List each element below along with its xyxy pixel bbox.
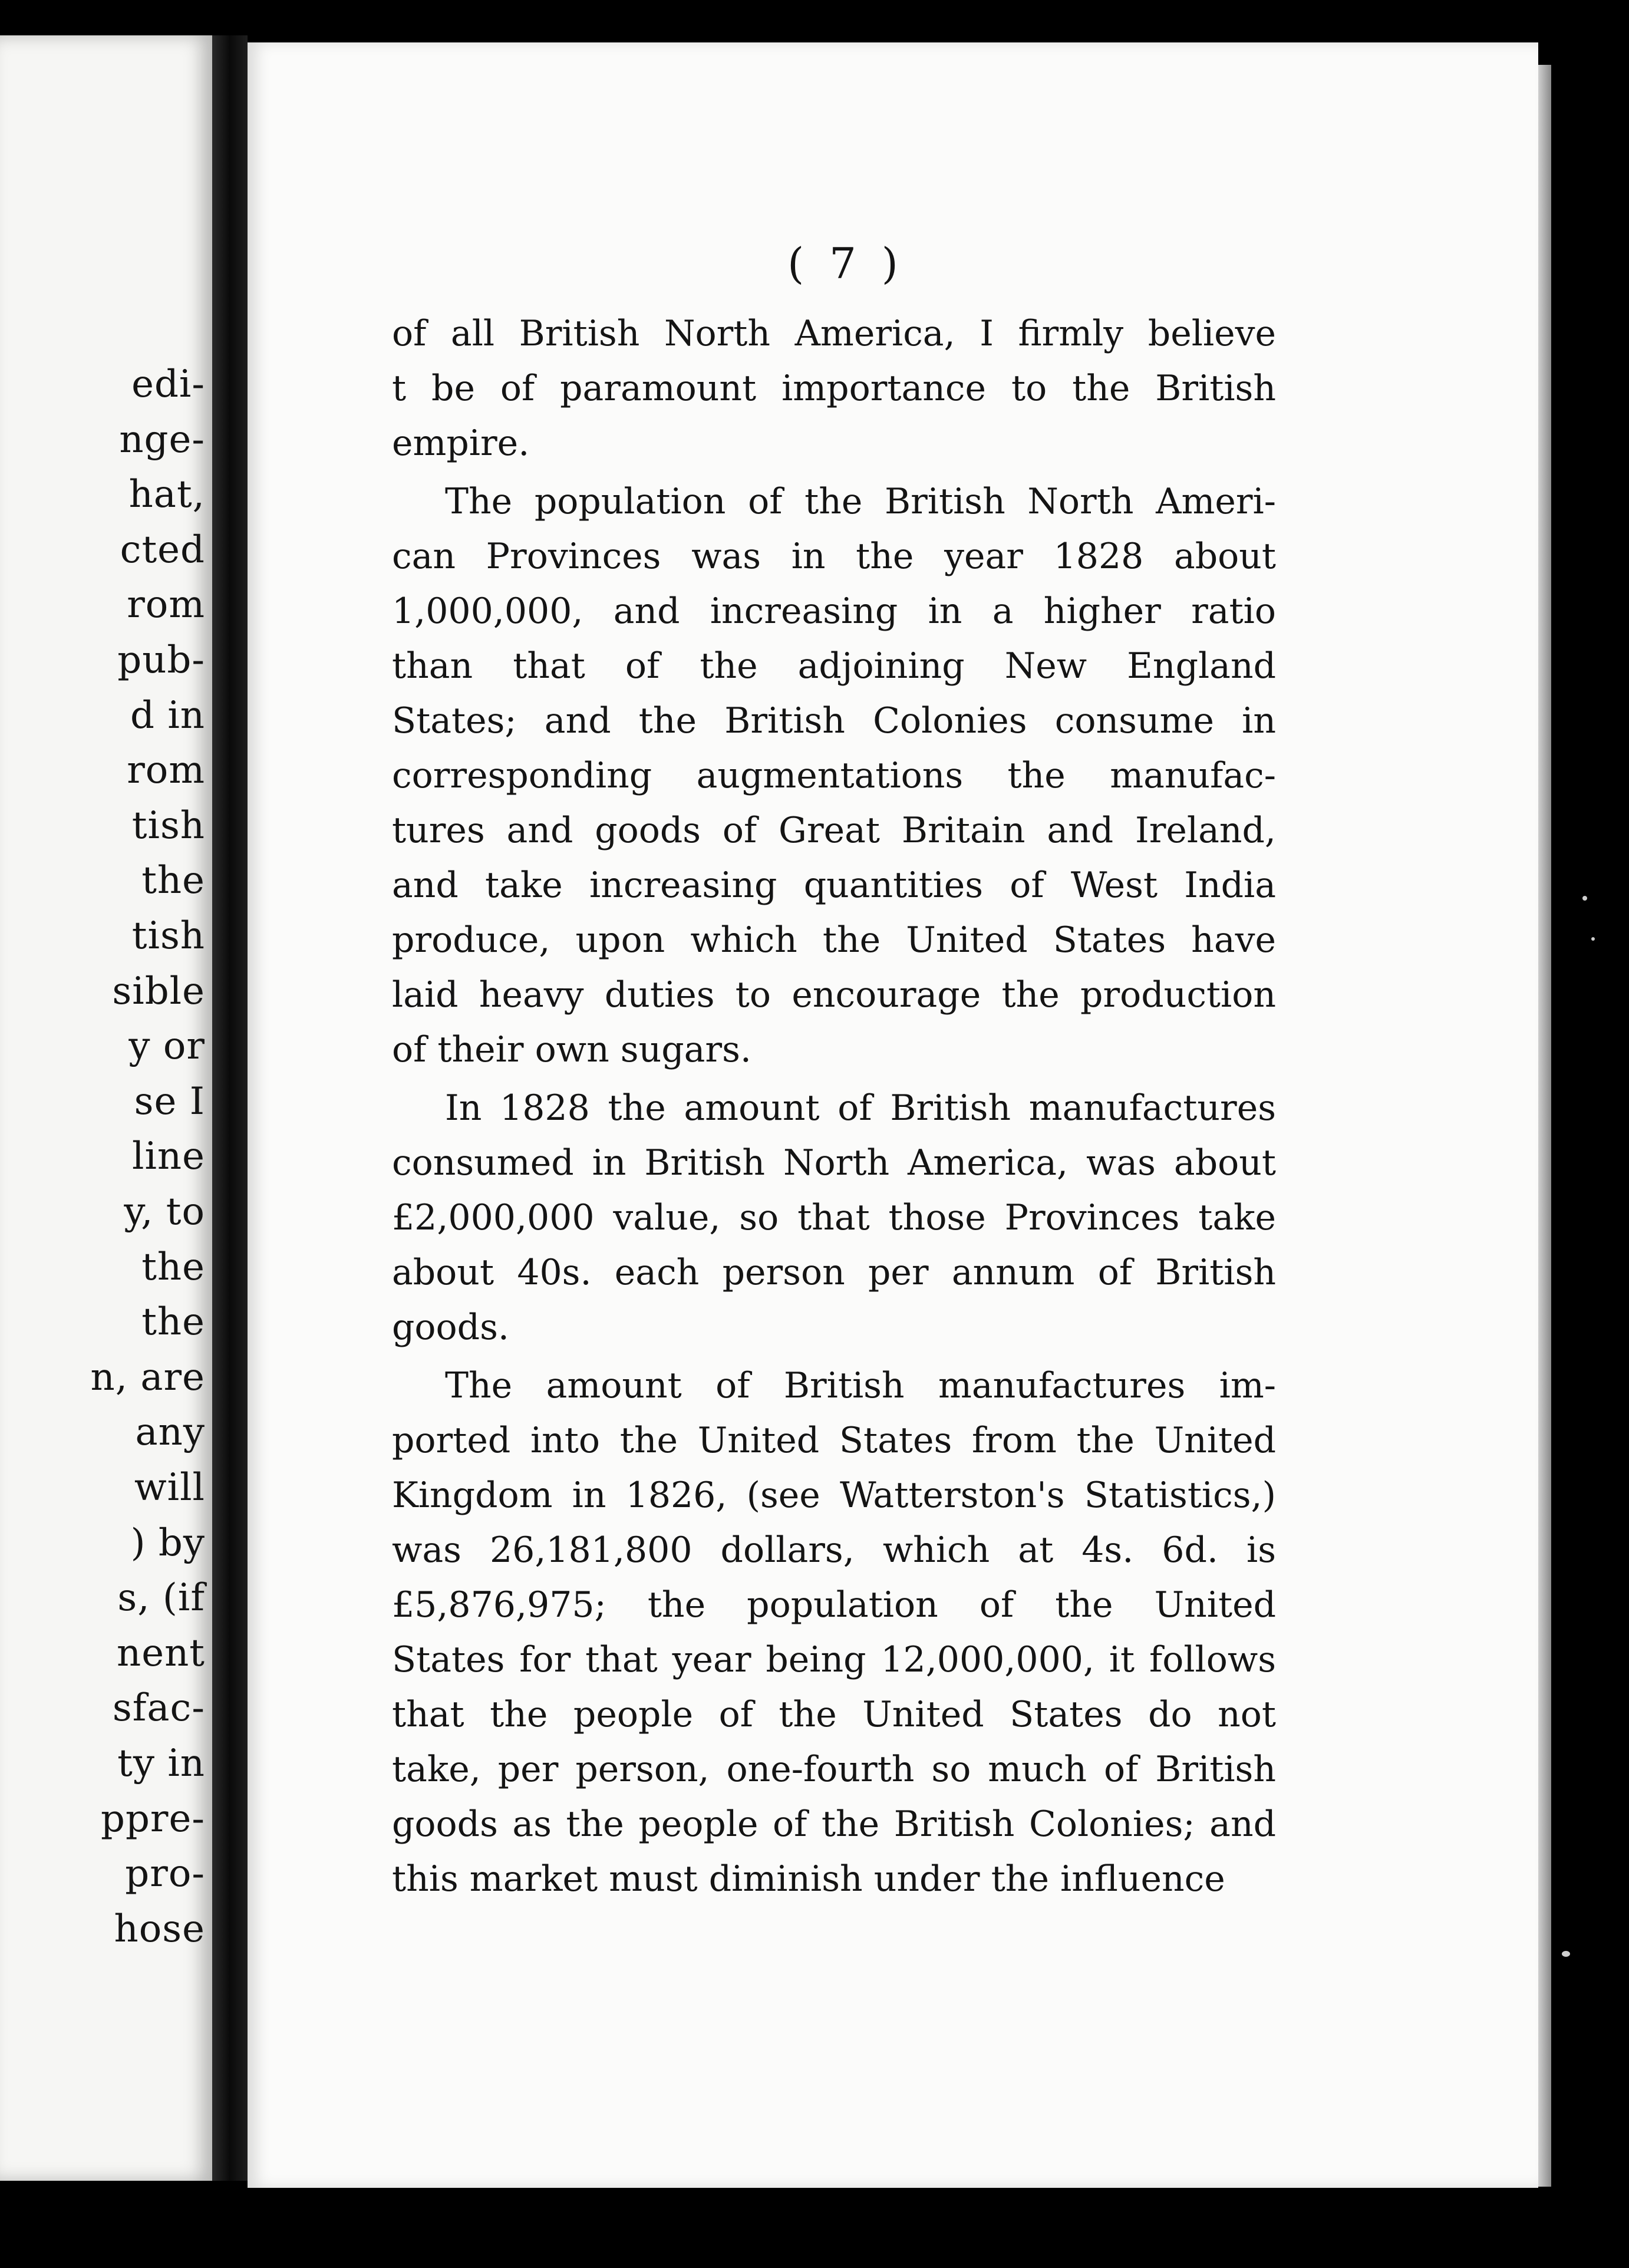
text-line: States; and the British Colonies consume in [392,700,1276,741]
left-page-fragment-line: ) by [130,1521,205,1565]
text-line: £2,000,000 value, so that those Provinces take [392,1197,1276,1238]
text-line: 1,000,000, and increasing in a higher ratio [392,591,1276,632]
paragraph [392,1081,1276,1355]
text-line: laid heavy duties to encourage the production [392,974,1276,1016]
paragraph [392,474,1276,1077]
left-page-fragment-line: edi- [131,362,205,406]
text-line: corresponding augmentations the manufac- [392,755,1276,796]
scan-speck [1562,1951,1570,1957]
text-line: can Provinces was in the year 1828 about [392,536,1276,577]
left-page-fragment-line: tish [131,914,205,958]
text-line: produce, upon which the United States have [392,919,1276,961]
book-gutter [212,35,248,2181]
text-line: Kingdom in 1826, (see Watterston's Statistics,) [392,1475,1276,1516]
left-page-fragment-line: ppre- [100,1796,205,1841]
left-page-fragment-line: ty in [117,1742,205,1785]
left-page-fragment-line: rom [127,749,205,793]
scan-speck [1591,937,1595,941]
text-line: was 26,181,800 dollars, which at 4s. 6d. is [392,1529,1276,1571]
page-body-text [392,306,1276,1957]
text-line: than that of the adjoining New England [392,645,1276,687]
left-page-fragment-line: n, are [90,1355,205,1399]
left-page-fragment-line: cted [120,528,205,572]
scan-speck [1582,896,1587,901]
left-page-fragment-line: d in [130,693,205,737]
text-line: The population of the British North Ameri- [445,481,1276,522]
left-page-fragment-line: y or [128,1024,205,1069]
page-number: ( 7 ) [787,239,904,288]
left-page-fragment-line: sfac- [112,1686,205,1730]
text-line: of their own sugars. [392,1029,751,1070]
left-page-fragment-line: s, (if [117,1576,205,1620]
left-page-fragment-line: pub- [117,638,205,682]
previous-page-fragment [0,35,212,2181]
left-page-text [0,35,212,2181]
text-line: The amount of British manufactures im- [445,1365,1276,1406]
left-page-fragment-line: hose [114,1907,205,1951]
text-line: empire. [392,423,530,464]
text-line: consumed in British North America, was about [392,1142,1276,1184]
paragraph [392,306,1276,471]
left-page-fragment-line: hat, [128,473,205,517]
left-page-fragment-line: sible [112,969,205,1013]
left-page-fragment-line: tish [131,803,205,848]
text-line: ported into the United States from the United [392,1420,1276,1461]
left-page-fragment-line: pro- [125,1852,205,1896]
page-edge-shadow [1538,65,1551,2187]
left-page-fragment-line: the [141,1245,205,1289]
left-page-fragment-line: line [131,1135,205,1179]
text-line: States for that year being 12,000,000, it follows [392,1639,1276,1680]
text-line: of all British North America, I firmly believe [392,313,1276,354]
text-line: goods as the people of the British Colonies; and [392,1804,1276,1845]
left-page-fragment-line: any [135,1410,205,1455]
left-page-fragment-line: the [141,1300,205,1344]
text-line: that the people of the United States do not [392,1694,1276,1735]
text-line: and take increasing quantities of West India [392,865,1276,906]
left-page-fragment-line: nent [116,1631,205,1675]
text-line: goods. [392,1307,509,1348]
text-line: £5,876,975; the population of the United [392,1584,1276,1626]
left-page-fragment-line: rom [127,583,205,627]
left-page-fragment-line: will [134,1466,205,1509]
text-line: In 1828 the amount of British manufactures [445,1087,1276,1129]
left-page-fragment-line: se I [134,1079,205,1123]
text-line: this market must diminish under the influence [392,1858,1225,1900]
left-page-fragment-line: nge- [119,417,205,461]
paragraph [392,1359,1276,1907]
text-line: take, per person, one-fourth so much of British [392,1749,1276,1790]
text-line: t be of paramount importance to the British [392,368,1276,409]
left-page-fragment-line: y, to [124,1190,205,1234]
left-page-fragment-line: the [141,859,205,903]
text-line: about 40s. each person per annum of British [392,1252,1276,1293]
text-line: tures and goods of Great Britain and Ireland, [392,810,1276,851]
